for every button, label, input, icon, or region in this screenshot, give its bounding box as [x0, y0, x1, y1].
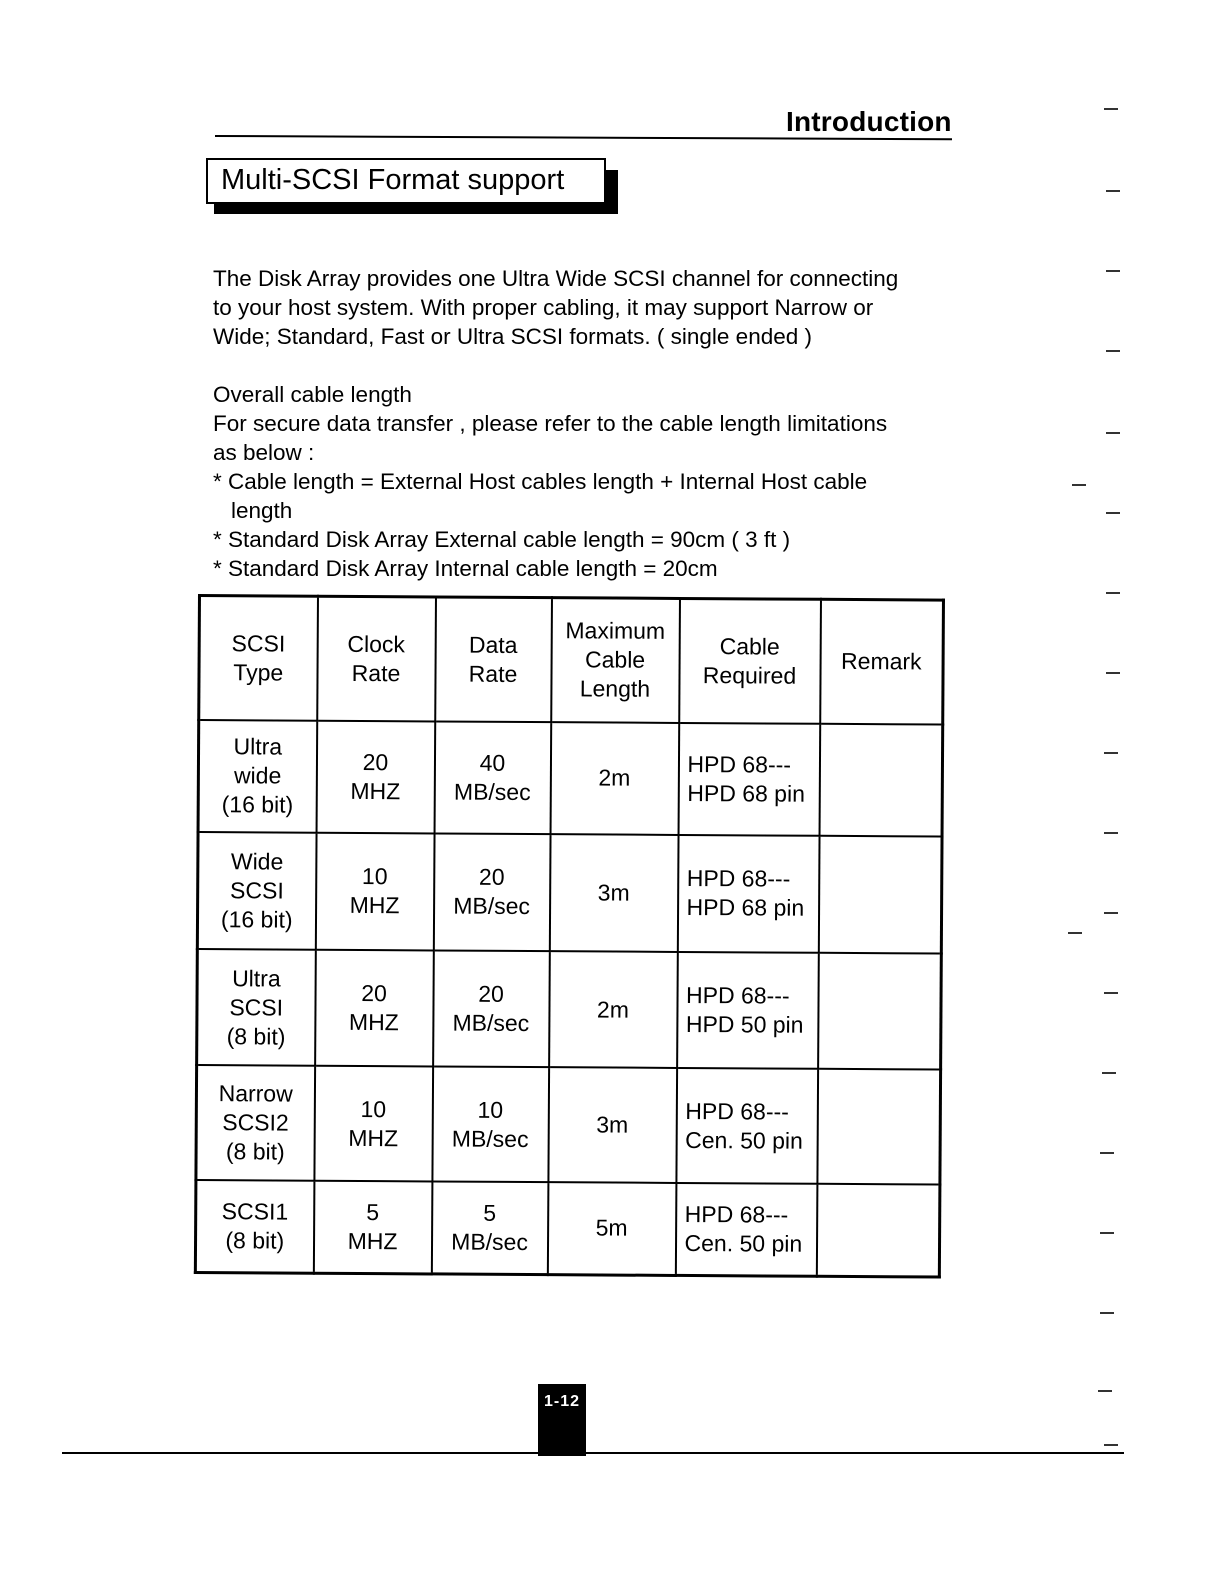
- cable-bullet: * Cable length = External Host cables length + Internal Host cable: [213, 469, 868, 494]
- cable-length-text: as below :: [213, 440, 315, 465]
- margin-mark: [1098, 1390, 1112, 1392]
- margin-mark: [1104, 912, 1118, 914]
- margin-mark: [1106, 190, 1120, 192]
- table-row: [197, 949, 942, 1070]
- intro-line: to your host system. With proper cabling, it may support Narrow or: [213, 295, 874, 320]
- cable-length-section: [213, 380, 948, 583]
- margin-mark: [1104, 832, 1118, 834]
- cell-remark: [819, 723, 943, 836]
- margin-mark: [1104, 1444, 1118, 1446]
- cell-scsi-type: Narrow SCSI2 (8 bit): [196, 1065, 315, 1180]
- cell-cable-required: HPD 68--- HPD 68 pin: [677, 835, 819, 952]
- intro-line: Wide; Standard, Fast or Ultra SCSI formats. ( single ended ): [213, 324, 812, 349]
- cell-clock-rate: 10 MHZ: [315, 833, 434, 950]
- cell-data-rate: 5 MB/sec: [431, 1181, 548, 1274]
- header-scsi-type: SCSI Type: [199, 596, 318, 721]
- cell-clock-rate: 20 MHZ: [315, 949, 434, 1066]
- margin-mark: [1100, 1232, 1114, 1234]
- cell-max-length: 2m: [549, 951, 678, 1068]
- margin-mark: [1102, 1072, 1116, 1074]
- cell-cable-required: HPD 68--- Cen. 50 pin: [676, 1068, 818, 1183]
- cell-clock-rate: 20 MHZ: [316, 720, 435, 833]
- cell-max-length: 3m: [548, 1068, 677, 1183]
- cell-scsi-type: SCSI1 (8 bit): [195, 1180, 314, 1273]
- cell-cable-required: HPD 68--- Cen. 50 pin: [675, 1183, 817, 1276]
- cell-remark: [817, 1069, 941, 1184]
- margin-mark: [1106, 270, 1120, 272]
- cell-remark: [818, 953, 942, 1070]
- header-data-rate: Data Rate: [435, 597, 552, 722]
- cell-data-rate: 10 MB/sec: [432, 1067, 549, 1182]
- page-number-tab: 1-12: [538, 1384, 586, 1456]
- cell-scsi-type: Wide SCSI (16 bit): [197, 832, 316, 949]
- cable-length-heading: Overall cable length: [213, 382, 412, 407]
- margin-mark: [1100, 1152, 1114, 1154]
- cell-cable-required: HPD 68--- HPD 68 pin: [678, 722, 820, 835]
- margin-mark: [1106, 672, 1120, 674]
- cable-bullet: * Standard Disk Array External cable length = 90cm ( 3 ft ): [213, 527, 791, 552]
- margin-mark: [1100, 1312, 1114, 1314]
- intro-paragraph: [213, 264, 948, 351]
- cable-length-text: For secure data transfer , please refer to the cable length limitations: [213, 411, 888, 436]
- cell-max-length: 2m: [550, 722, 679, 835]
- page-header-title: Introduction: [786, 106, 952, 137]
- header-max-cable-length: Maximum Cable Length: [551, 598, 680, 723]
- cable-bullet-continuation: length: [231, 498, 293, 523]
- intro-line: The Disk Array provides one Ultra Wide SCSI channel for connecting: [213, 266, 899, 291]
- scsi-format-table: [194, 594, 945, 1279]
- cell-cable-required: HPD 68--- HPD 50 pin: [677, 952, 819, 1069]
- header-clock-rate: Clock Rate: [317, 596, 436, 721]
- section-box-shadow-bottom: [214, 204, 618, 214]
- margin-mark: [1106, 592, 1120, 594]
- cell-clock-rate: 5 MHZ: [313, 1181, 432, 1274]
- table-row: [198, 720, 943, 837]
- cell-data-rate: 20 MB/sec: [433, 950, 550, 1067]
- header-remark: Remark: [820, 599, 944, 724]
- margin-mark: [1072, 484, 1086, 486]
- cell-data-rate: 40 MB/sec: [434, 721, 551, 834]
- cell-data-rate: 20 MB/sec: [433, 834, 550, 951]
- margin-mark: [1104, 752, 1118, 754]
- cell-remark: [816, 1184, 940, 1277]
- section-title: Multi-SCSI Format support: [221, 164, 565, 196]
- margin-mark: [1068, 932, 1082, 934]
- cable-bullet: * Standard Disk Array Internal cable length = 20cm: [213, 556, 718, 581]
- cell-scsi-type: Ultra wide (16 bit): [198, 720, 317, 833]
- margin-mark: [1106, 432, 1120, 434]
- margin-mark: [1106, 350, 1120, 352]
- table-row: [195, 1180, 940, 1277]
- margin-mark: [1104, 108, 1118, 110]
- cell-max-length: 3m: [549, 834, 678, 951]
- table-header-row: [199, 596, 944, 725]
- cell-max-length: 5m: [547, 1182, 676, 1275]
- cell-clock-rate: 10 MHZ: [314, 1066, 433, 1181]
- margin-mark: [1104, 992, 1118, 994]
- footer-rule: [62, 1452, 1124, 1454]
- table-row: [197, 832, 942, 953]
- cell-scsi-type: Ultra SCSI (8 bit): [197, 949, 316, 1066]
- table-row: [196, 1065, 941, 1184]
- header-cable-required: Cable Required: [679, 598, 821, 723]
- margin-mark: [1106, 512, 1120, 514]
- cell-remark: [818, 836, 942, 953]
